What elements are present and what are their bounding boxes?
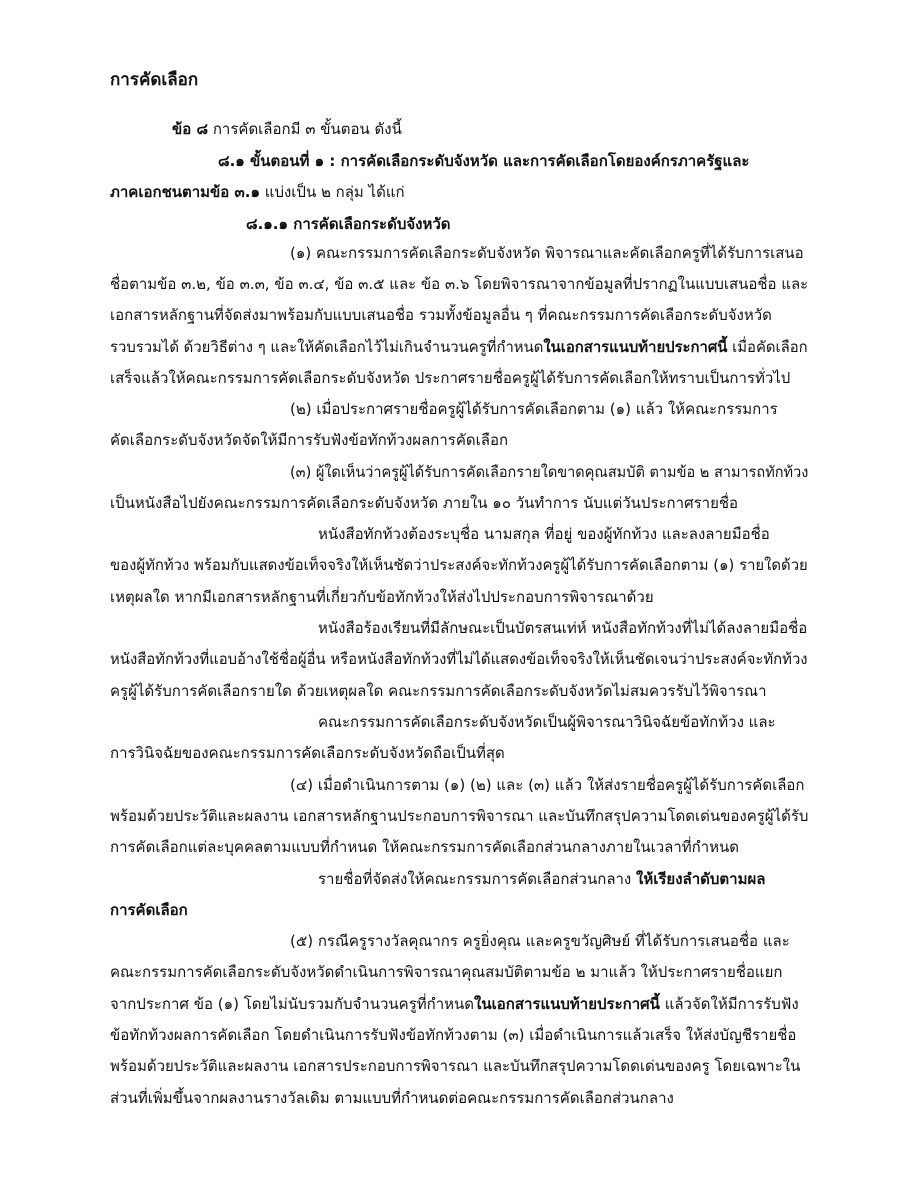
para-3-line-4: ของผู้ทักท้วง พร้อมกับแสดงข้อเท็จจริงให้เห็นชัดว่าประสงค์จะทักท้วงครูผู้ได้รับการคัดเลือกตาม (๑) รายใดด้วย — [110, 556, 808, 574]
para-5-line-6: ส่วนที่เพิ่มขึ้นจากผลงานรางวัลเดิม ตามแบบที่กำหนดต่อคณะกรรมการคัดเลือกส่วนกลาง — [110, 1089, 674, 1107]
para-4-line-2: พร้อมด้วยประวัติและผลงาน เอกสารหลักฐานประกอบการพิจารณา และบันทึกสรุปความโดดเด่นของครูผู้ได้รับ — [110, 807, 809, 825]
para-4-line-3: การคัดเลือกแต่ละบุคคลตามแบบที่กำหนด ให้คณะกรรมการคัดเลือกส่วนกลางภายในเวลาที่กำหนด — [110, 838, 740, 856]
para-3-line-9: คณะกรรมการคัดเลือกระดับจังหวัดเป็นผู้พิจารณาวินิจฉัยข้อทักท้วง และ — [318, 713, 776, 731]
para-4-line-4-bold: ให้เรียงลำดับตามผล — [636, 870, 766, 888]
para-5-line-3-c: แล้วจัดให้มีการรับฟัง — [659, 995, 799, 1013]
para-1-line-1: (๑) คณะกรรมการคัดเลือกระดับจังหวัด พิจารณาและคัดเลือกครูที่ได้รับการเสนอ — [290, 244, 804, 262]
para-3-line-8: ครูผู้ได้รับการคัดเลือกรายใด ด้วยเหตุผลใด คณะกรรมการคัดเลือกระดับจังหวัดไม่สมควรรับไว้พิจารณา — [110, 682, 767, 700]
para-3-line-6: หนังสือร้องเรียนที่มีลักษณะเป็นบัตรสนเท่ห์ หนังสือทักท้วงที่ไม่ได้ลงลายมือชื่อ — [318, 619, 808, 637]
para-3-line-2: เป็นหนังสือไปยังคณะกรรมการคัดเลือกระดับจังหวัด ภายใน ๑๐ วันทำการ นับแต่วันประกาศรายชื่อ — [110, 494, 739, 512]
clause-8 — [172, 117, 402, 141]
para-1-line-5: เสร็จแล้วให้คณะกรรมการคัดเลือกระดับจังหวัด ประกาศรายชื่อครูผู้ได้รับการคัดเลือกให้ทราบเป็นการทั่วไป — [110, 369, 791, 387]
section-heading: การคัดเลือก — [110, 70, 199, 90]
para-5-line-4: ข้อทักท้วงผลการคัดเลือก โดยดำเนินการรับฟังข้อทักท้วงตาม (๓) เมื่อดำเนินการแล้วเสร็จ ให้ส่งบัญชีรายชื่อ — [110, 1026, 797, 1044]
step-8-1-rest: แบ่งเป็น ๒ กลุ่ม ได้แก่ — [260, 183, 405, 201]
para-1-line-4 — [110, 335, 808, 359]
para-1-line-4-a: รวบรวมได้ ด้วยวิธีต่าง ๆ และให้คัดเลือกไว้ไม่เกินจำนวนครูที่กำหนด — [110, 338, 544, 356]
para-4-line-1: (๔) เมื่อดำเนินการตาม (๑) (๒) และ (๓) แล้ว ให้ส่งรายชื่อครูผู้ได้รับการคัดเลือก — [290, 776, 805, 794]
para-3-line-3: หนังสือทักท้วงต้องระบุชื่อ นามสกุล ที่อยู่ ของผู้ทักท้วง และลงลายมือชื่อ — [318, 525, 770, 543]
para-4-line-4 — [318, 867, 765, 891]
para-3-line-7: หนังสือทักท้วงที่แอบอ้างใช้ชื่อผู้อื่น หรือหนังสือทักท้วงที่ไม่ได้แสดงข้อเท็จจริงให้เห็นชัดเจนว่าประสงค์จะทักท้วง — [110, 650, 808, 668]
clause-8-label: ข้อ ๘ — [172, 120, 209, 138]
para-3-line-1: (๓) ผู้ใดเห็นว่าครูผู้ได้รับการคัดเลือกรายใดขาดคุณสมบัติ ตามข้อ ๒ สามารถทักท้วง — [290, 463, 809, 481]
subsection-8-1-1: ๘.๑.๑ การคัดเลือกระดับจังหวัด — [246, 215, 451, 233]
para-5-line-3-a: จากประกาศ ข้อ (๑) โดยไม่นับรวมกับจำนวนครูที่กำหนด — [110, 995, 475, 1013]
para-2-line-1: (๒) เมื่อประกาศรายชื่อครูผู้ได้รับการคัดเลือกตาม (๑) แล้ว ให้คณะกรรมการ — [290, 400, 778, 418]
step-8-1-subtitle — [110, 180, 405, 204]
para-3-line-10: การวินิจฉัยของคณะกรรมการคัดเลือกระดับจังหวัดถือเป็นที่สุด — [110, 744, 505, 762]
para-5-line-5: พร้อมด้วยประวัติและผลงาน เอกสารประกอบการพิจารณา และบันทึกสรุปความโดดเด่นของครู โดยเฉพาะใน — [110, 1057, 801, 1075]
para-5-line-3 — [110, 992, 799, 1016]
para-4-line-4-a: รายชื่อที่จัดส่งให้คณะกรรมการคัดเลือกส่วนกลาง — [318, 870, 637, 888]
para-4-line-5: การคัดเลือก — [110, 901, 188, 919]
para-1-line-2: ชื่อตามข้อ ๓.๒, ข้อ ๓.๓, ข้อ ๓.๔, ข้อ ๓.๕ และ ข้อ ๓.๖ โดยพิจารณาจากข้อมูลที่ปรากฏในแบบเสนอชื่อ และ — [110, 275, 809, 293]
step-8-1-bold: ภาคเอกชนตามข้อ ๓.๑ — [110, 183, 261, 201]
para-1-line-4-bold: ในเอกสารแนบท้ายประกาศนี้ — [543, 338, 728, 356]
para-5-line-2: คณะกรรมการคัดเลือกระดับจังหวัดดำเนินการพิจารณาคุณสมบัติตามข้อ ๒ มาแล้ว ให้ประกาศรายชื่อแยก — [110, 963, 783, 981]
para-2-line-2: คัดเลือกระดับจังหวัดจัดให้มีการรับฟังข้อทักท้วงผลการคัดเลือก — [110, 431, 509, 449]
para-5-line-1: (๕) กรณีครูรางวัลคุณากร ครูยิ่งคุณ และครูขวัญศิษย์ ที่ได้รับการเสนอชื่อ และ — [290, 932, 790, 950]
step-8-1-title: ๘.๑ ขั้นตอนที่ ๑ : การคัดเลือกระดับจังหวัด และการคัดเลือกโดยองค์กรภาครัฐและ — [218, 152, 750, 170]
clause-8-text: การคัดเลือกมี ๓ ขั้นตอน ดังนี้ — [212, 120, 402, 138]
para-1-line-4-c: เมื่อคัดเลือก — [727, 338, 808, 356]
para-1-line-3: เอกสารหลักฐานที่จัดส่งมาพร้อมกับแบบเสนอชื่อ รวมทั้งข้อมูลอื่น ๆ ที่คณะกรรมการคัดเลือกระดับจังหวัด — [110, 306, 772, 324]
para-3-line-5: เหตุผลใด หากมีเอกสารหลักฐานที่เกี่ยวกับข้อทักท้วงให้ส่งไปประกอบการพิจารณาด้วย — [110, 588, 654, 606]
para-5-line-3-bold: ในเอกสารแนบท้ายประกาศนี้ — [474, 995, 660, 1013]
